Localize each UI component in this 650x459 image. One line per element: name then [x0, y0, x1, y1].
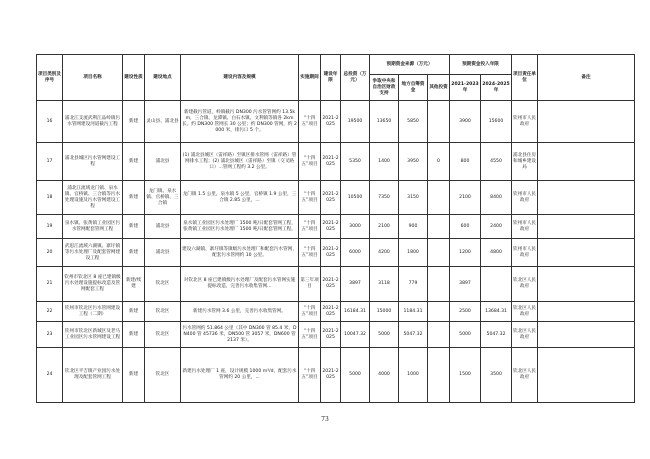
cell-y2021: 1500: [450, 348, 481, 403]
cell-period: 第三年项目: [299, 267, 321, 302]
cell-location: 浦北县: [145, 143, 181, 181]
cell-local: 779: [399, 267, 428, 302]
cell-unit: 钦北区人民政府: [512, 267, 538, 302]
cell-nature: 新建: [123, 322, 145, 348]
cell-unit: 钦北区人民政府: [512, 348, 538, 403]
cell-y2024: 13684.31: [481, 302, 512, 322]
table-row: [37, 181, 635, 215]
cell-nature: 新建: [123, 101, 145, 143]
header-source: 预期资金来源（万元）: [370, 55, 450, 75]
cell-nature: 新建/续建: [123, 267, 145, 302]
cell-remark: [538, 181, 635, 215]
table-row: [37, 239, 635, 267]
cell-nature: 新建: [123, 348, 145, 403]
header-unit: 项目责任单位: [512, 55, 538, 101]
cell-remark: [538, 348, 635, 403]
cell-content: (1) 浦北县城区（雷祥路）至镇区排水管网（雷祥路）管网排水工程；(2) 浦北县城区（雷祥路）至镇（交叉路口）...管网工程约 3.2 公里。: [181, 143, 299, 181]
cell-years: 2021-2025: [321, 101, 341, 143]
cell-total: 6000: [341, 239, 370, 267]
cell-total: 19500: [341, 101, 370, 143]
cell-total: 10047.32: [341, 322, 370, 348]
cell-content: 泉水镇工业园区污水处理厂 1500 吨/日配套管网工程，张黄镇工业园区污水处理厂 1500 吨/日配套管网工程。: [181, 215, 299, 239]
cell-location: 钦北区: [145, 348, 181, 403]
cell-location: 龙门镇、泉水镇、官桥镇、三合镇: [145, 181, 181, 215]
header-row-1: [37, 55, 635, 75]
cell-nature: 新建: [123, 181, 145, 215]
header-remark: 备注: [538, 55, 635, 101]
cell-period: “十四五”项目: [299, 215, 321, 239]
cell-remark: [538, 239, 635, 267]
cell-other: [428, 302, 450, 322]
cell-no: 17: [37, 143, 63, 181]
cell-location: 浦北县: [145, 239, 181, 267]
cell-total: 16184.31: [341, 302, 370, 322]
header-total: 总投资（万元）: [341, 55, 370, 101]
cell-location: 钦北区: [145, 267, 181, 302]
table-row: [37, 143, 635, 181]
header-y2024: 2024-2025年: [481, 75, 512, 101]
cell-no: 22: [37, 302, 63, 322]
cell-other: [428, 267, 450, 302]
table-row: [37, 322, 635, 348]
cell-y2021: 1200: [450, 239, 481, 267]
cell-name: 钦州市钦北区 8 座已建镇级污水处理设施提标改造及管网配套工程: [63, 267, 123, 302]
cell-years: 2021-2025: [321, 143, 341, 181]
cell-name: 浦北江支流武利江品岭镇污水管网建设河道截污工程: [63, 101, 123, 143]
cell-content: 龙门镇 1.5 公里，泉水镇 5 公里，官桥镇 1.9 公里，三合镇 2.85 公里，...: [181, 181, 299, 215]
cell-local: 3950: [399, 143, 428, 181]
cell-other: [428, 239, 450, 267]
cell-period: “十四五”项目: [299, 302, 321, 322]
table-row: [37, 348, 635, 403]
cell-y2024: 5047.32: [481, 322, 512, 348]
cell-content: 新建截污管道，岭镇截污 DN300 污水管管网约 13.5km，三合镇、龙潭镇、白石水镇、文利镇等镇各 2km 长。约 DN300 管网长 30 公里；约 DN300 管网，约 2000 米，排污口 5 个。: [181, 101, 299, 143]
cell-central: 1400: [370, 143, 399, 181]
cell-remark: [538, 322, 635, 348]
cell-y2021: 600: [450, 215, 481, 239]
cell-local: 900: [399, 215, 428, 239]
cell-remark: [538, 101, 635, 143]
cell-content: 新建污水管网 3.6 公里，完善污水收集管网。: [181, 302, 299, 322]
cell-local: 5850: [399, 101, 428, 143]
cell-remark: [538, 267, 635, 302]
cell-y2021: 3897: [450, 267, 481, 302]
header-nature: 建设性质: [123, 55, 145, 101]
cell-period: “十四五”项目: [299, 322, 321, 348]
header-location: 建设地点: [145, 55, 181, 101]
cell-content: 新建污水处理厂 1 座，设计规模 1000 m³/d，配套污水管网约 20 公里，...: [181, 348, 299, 403]
cell-central: 15000: [370, 302, 399, 322]
cell-central: 13650: [370, 101, 399, 143]
table-row: [37, 267, 635, 302]
cell-years: 2021-2025: [321, 267, 341, 302]
cell-local: 1800: [399, 239, 428, 267]
cell-years: 2021-2025: [321, 181, 341, 215]
cell-name: 钦州市钦北区新城区及老马工业园区污水管网建设工程: [63, 322, 123, 348]
cell-nature: 新建: [123, 302, 145, 322]
cell-period: “十四五”项目: [299, 101, 321, 143]
cell-y2024: 4800: [481, 239, 512, 267]
cell-content: 建设六湖镇、寨圩镇等镇级污水处理厂和配套污水管网，配套污水管网约 10 公里。: [181, 239, 299, 267]
cell-period: “十四五”项目: [299, 143, 321, 181]
header-name: 项目名称: [63, 55, 123, 101]
cell-y2024: 8400: [481, 181, 512, 215]
cell-y2024: 3500: [481, 348, 512, 403]
cell-unit: 钦州市人民政府: [512, 181, 538, 215]
cell-no: 23: [37, 322, 63, 348]
cell-content: 对钦北区 8 座已建镇级污水处理厂及配套污水管网实施提标改造，完善污水收集管网...: [181, 267, 299, 302]
cell-central: 4200: [370, 239, 399, 267]
cell-location: 钦北区: [145, 302, 181, 322]
cell-local: 3150: [399, 181, 428, 215]
cell-years: 2021-2025: [321, 302, 341, 322]
header-local: 地方自筹资金: [399, 75, 428, 101]
cell-period: “十四五”项目: [299, 239, 321, 267]
cell-central: 4000: [370, 348, 399, 403]
cell-unit: 钦州市人民政府: [512, 215, 538, 239]
cell-name: 武思江流域六湖镇、寨圩镇等污水处理厂及配套管网建设工程: [63, 239, 123, 267]
table-row: [37, 215, 635, 239]
cell-period: “十四五”项目: [299, 181, 321, 215]
cell-central: 5000: [370, 322, 399, 348]
cell-unit: 钦州市人民政府: [512, 239, 538, 267]
cell-years: 2021-2025: [321, 348, 341, 403]
cell-y2021: 5000: [450, 322, 481, 348]
cell-total: 3897: [341, 267, 370, 302]
header-plan: 预期资金投入年限: [450, 55, 512, 75]
cell-central: 7350: [370, 181, 399, 215]
cell-years: 2021-2025: [321, 322, 341, 348]
cell-nature: 新建: [123, 143, 145, 181]
cell-location: 钦北区: [145, 322, 181, 348]
header-years: 建设年限: [321, 55, 341, 101]
cell-location: 灵山县、浦北县: [145, 101, 181, 143]
cell-remark: [538, 143, 635, 181]
cell-no: 21: [37, 267, 63, 302]
page-number: 73: [321, 416, 329, 423]
cell-y2021: 2500: [450, 302, 481, 322]
cell-name: 钦州市钦北区污水管网建设工程（二期）: [63, 302, 123, 322]
header-period: 实施期间: [299, 55, 321, 101]
cell-local: 5047.32: [399, 322, 428, 348]
header-content: 建设内容及规模: [181, 55, 299, 101]
cell-no: 20: [37, 239, 63, 267]
cell-unit: 浦北县住房和城乡建设局: [512, 143, 538, 181]
cell-unit: 钦北区人民政府: [512, 322, 538, 348]
cell-nature: 新建: [123, 215, 145, 239]
cell-total: 5000: [341, 348, 370, 403]
project-table: [36, 54, 635, 403]
cell-unit: 钦北区人民政府: [512, 302, 538, 322]
cell-total: 10500: [341, 181, 370, 215]
cell-name: 浦北江流域龙门镇、泉水镇、官桥镇、三合镇等污水处理设施及污水管网建设工程: [63, 181, 123, 215]
cell-y2024: [481, 267, 512, 302]
cell-name: 浦北县城区污水管网建设工程: [63, 143, 123, 181]
header-other: 其他投资: [428, 75, 450, 101]
cell-no: 18: [37, 181, 63, 215]
cell-remark: [538, 302, 635, 322]
cell-local: 1000: [399, 348, 428, 403]
table-row: [37, 101, 635, 143]
header-category: 项目类别及序号: [37, 55, 63, 101]
cell-nature: 新建: [123, 239, 145, 267]
cell-no: 16: [37, 101, 63, 143]
header-y2021: 2021-2023年: [450, 75, 481, 101]
cell-y2024: 2400: [481, 215, 512, 239]
cell-no: 19: [37, 215, 63, 239]
cell-central: 3118: [370, 267, 399, 302]
cell-content: 污水管网约 51.864 公里（其中 DN300 管 85.4 米，DN400 管 45736 米，DN500 管 3057 米，DN600 管 2137 米）。: [181, 322, 299, 348]
cell-y2024: 4550: [481, 143, 512, 181]
cell-y2021: 800: [450, 143, 481, 181]
cell-y2021: 2100: [450, 181, 481, 215]
cell-y2024: 15600: [481, 101, 512, 143]
cell-remark: [538, 215, 635, 239]
cell-years: 2021-2025: [321, 215, 341, 239]
cell-y2021: 3900: [450, 101, 481, 143]
cell-no: 24: [37, 348, 63, 403]
cell-location: 浦北县: [145, 215, 181, 239]
cell-years: 2021-2025: [321, 239, 341, 267]
cell-total: 3000: [341, 215, 370, 239]
cell-period: “十四五”项目: [299, 348, 321, 403]
table-row: [37, 302, 635, 322]
cell-name: 泉水镇、张黄镇工业园区污水管网配套管网工程: [63, 215, 123, 239]
cell-other: [428, 215, 450, 239]
cell-total: 5350: [341, 143, 370, 181]
cell-name: 钦北区平吉镇产业园污水处理及配套管网工程: [63, 348, 123, 403]
cell-other: [428, 101, 450, 143]
cell-local: 1184.31: [399, 302, 428, 322]
header-central: 争取中央和自治区财政支持: [370, 75, 399, 101]
cell-unit: 钦州市人民政府: [512, 101, 538, 143]
cell-central: 2100: [370, 215, 399, 239]
cell-other: 0: [428, 143, 450, 181]
cell-other: [428, 181, 450, 215]
cell-other: [428, 348, 450, 403]
cell-other: [428, 322, 450, 348]
